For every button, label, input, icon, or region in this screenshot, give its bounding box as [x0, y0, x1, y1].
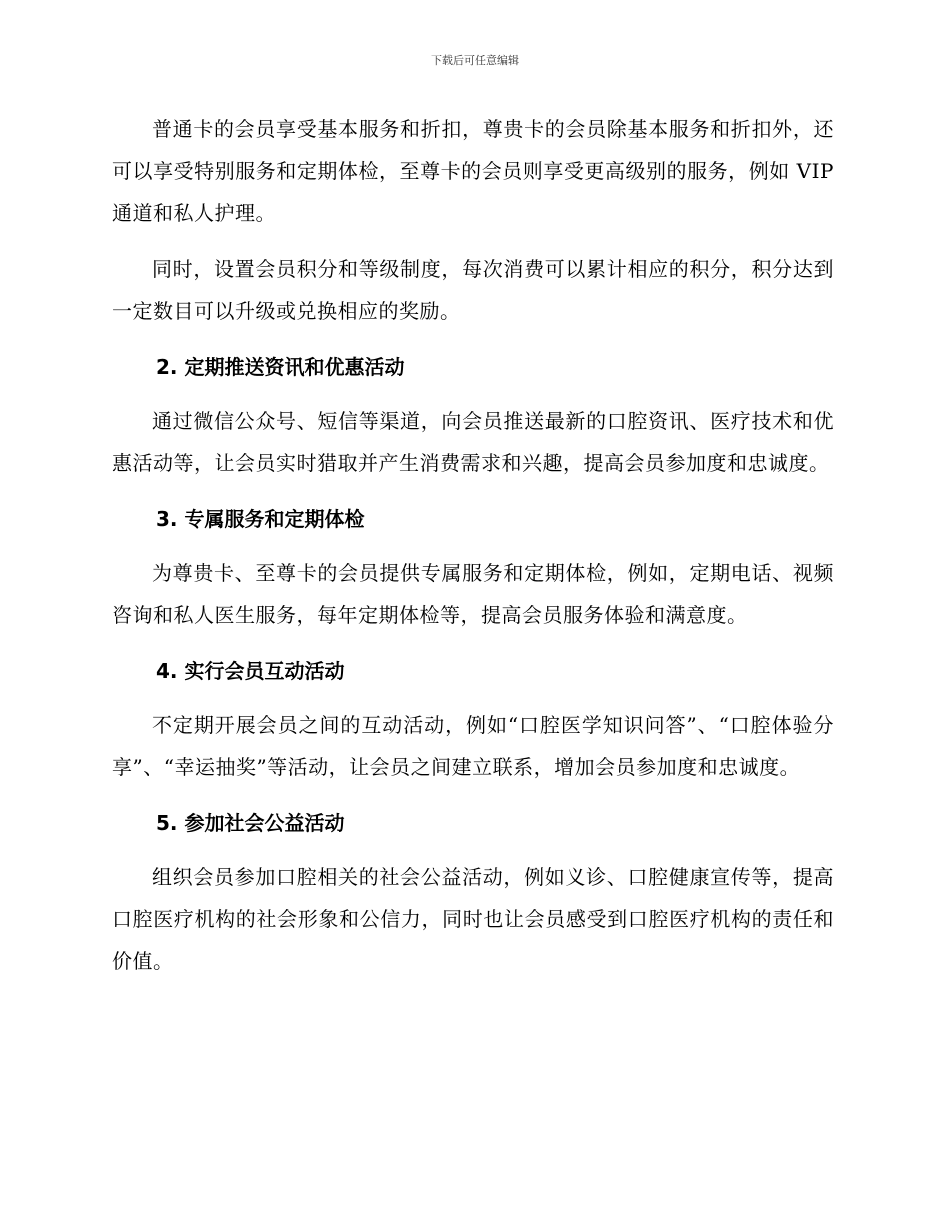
page-header-note: 下载后可任意编辑: [431, 54, 519, 67]
document-body: [112, 108, 834, 996]
paragraph-push-info: 通过微信公众号、短信等渠道，向会员推送最新的口腔资讯、医疗技术和优惠活动等，让会员实时猎取并产生消费需求和兴趣，提高会员参加度和忠诚度。: [112, 409, 834, 475]
paragraph-membership-tiers: 普通卡的会员享受基本服务和折扣，尊贵卡的会员除基本服务和折扣外，还可以享受特别服务和定期体检，至尊卡的会员则享受更高级别的服务，例如 VIP 通道和私人护理。: [112, 117, 834, 225]
section-heading-5: 5. 参加社会公益活动: [156, 811, 345, 835]
paragraph-member-interaction: 不定期开展会员之间的互动活动，例如“口腔医学知识问答”、“口腔体验分享”、“幸运抽奖”等活动，让会员之间建立联系，增加会员参加度和忠诚度。: [112, 713, 834, 779]
section-heading-2: 2. 定期推送资讯和优惠活动: [156, 355, 405, 379]
section-heading-4: 4. 实行会员互动活动: [156, 659, 345, 683]
paragraph-exclusive-service: 为尊贵卡、至尊卡的会员提供专属服务和定期体检，例如，定期电话、视频咨询和私人医生服务，每年定期体检等，提高会员服务体验和满意度。: [112, 561, 834, 627]
section-heading-3: 3. 专属服务和定期体检: [156, 507, 365, 531]
paragraph-public-welfare: 组织会员参加口腔相关的社会公益活动，例如义诊、口腔健康宣传等，提高口腔医疗机构的社会形象和公信力，同时也让会员感受到口腔医疗机构的责任和价值。: [112, 865, 834, 973]
paragraph-points-system: 同时，设置会员积分和等级制度，每次消费可以累计相应的积分，积分达到一定数目可以升级或兑换相应的奖励。: [112, 257, 834, 323]
